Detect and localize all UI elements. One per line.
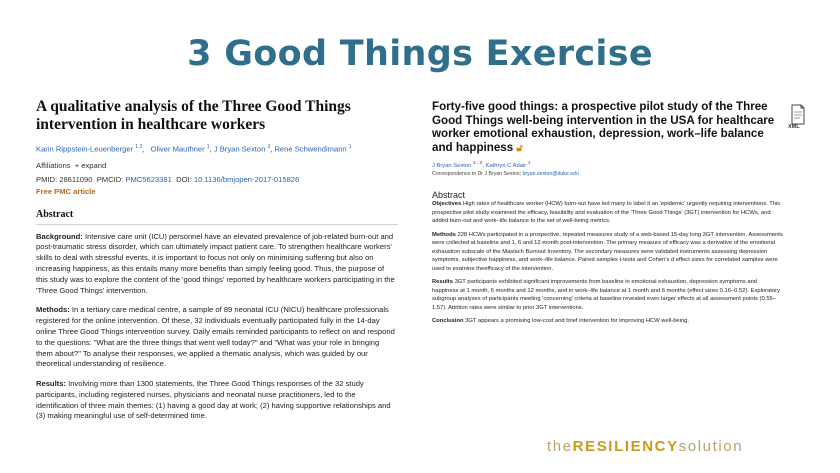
brand-solution: solution xyxy=(678,438,744,455)
left-abstract-heading: Abstract xyxy=(36,208,74,220)
author-sup[interactable]: 1 2 xyxy=(135,144,143,150)
open-access-icon: 🔓︎ xyxy=(516,142,523,154)
author-link[interactable]: J Bryan Sexton xyxy=(432,163,472,170)
right-article xyxy=(432,100,784,331)
results-label: Results: xyxy=(36,379,66,389)
methods-paragraph xyxy=(36,305,398,370)
author-link[interactable]: Karin Rippstein-Leuenberger xyxy=(36,144,134,154)
author-sup[interactable]: 1 xyxy=(206,144,210,150)
xml-label: XML xyxy=(788,124,800,130)
right-results-text: 3GT participants exhibited significant improvements from baseline in emotional exhaustion, depression symptoms and happiness at 1 month, 6 months and 12 months, and in work–life balance at 1 month and 6 months (effect sizes 0.16–0.52). Exploratory subgroup analyses of participants meeting 'concerning' criteria at baseline revealed even larger effects at all assessment points (0.55–1.57). Attrition rates were similar to prior 3GT interventions. xyxy=(432,279,780,311)
left-author-list xyxy=(36,142,398,155)
author-link[interactable]: Rene Schwendimann xyxy=(274,144,347,154)
author-separator: , xyxy=(270,144,275,154)
author-separator: , xyxy=(209,144,214,154)
pmid-value: 28611090 xyxy=(59,174,93,184)
right-methods-paragraph xyxy=(432,231,784,274)
pmcid-label: PMCID: xyxy=(96,174,124,184)
author-link[interactable]: J Bryan Sexton xyxy=(213,144,266,154)
objectives-text: High rates of healthcare worker (HCW) burn-out have led many to label it an 'epidemic' urgently requiring interventions. This prospective pilot study examined the efficacy, feasibility and evaluation of the 'Three Good Things' (3GT) intervention for HCWs, and added burn-out and work–life balance to the set of well-being metrics. xyxy=(432,201,781,225)
right-article-title: Forty-five good things: a prospective pilot study of the Three Good Things well-being intervention in the USA for healthcare worker emotional exhaustion, depression, work–life balance and happiness 🔓︎ xyxy=(432,100,775,154)
identifiers-row xyxy=(36,175,398,184)
author-link[interactable]: Oliver Mauthner xyxy=(150,144,205,154)
doi-link[interactable]: 10.1136/bmjopen-2017-015826 xyxy=(193,174,300,184)
right-abstract-heading: Abstract xyxy=(432,190,466,201)
conclusion-paragraph xyxy=(432,317,784,326)
pmid-label: PMID: xyxy=(36,174,58,184)
results-paragraph xyxy=(36,379,398,422)
abstract-divider xyxy=(36,224,398,225)
left-article xyxy=(36,98,398,431)
conclusion-text: 3GT appears a promising low-cost and brief intervention for improving HCW well-being. xyxy=(465,318,690,325)
pmcid-link[interactable]: PMC5623381 xyxy=(125,174,172,184)
brand-resiliency: RESILIENCY xyxy=(572,438,679,455)
correspondence-line xyxy=(432,171,784,177)
author-separator: , xyxy=(142,144,149,154)
brand-logo xyxy=(547,438,743,455)
correspondence-email-link[interactable]: bryan.sexton@duke.edu xyxy=(522,171,579,178)
doi-label: DOI: xyxy=(176,174,192,184)
conclusion-label: Conclusion xyxy=(432,318,464,325)
author-sup: 1 , 2 xyxy=(472,161,483,167)
right-methods-text: 228 HCWs participated in a prospective, repeated measures study of a web-based 15-day long 3GT intervention. Assessments were collected at baseline and 1, 6 and 12-month post-intervention. The primary measure of efficacy was a derivative of the emotional exhaustion subscale of the Maslach Burnout Inventory. The secondary measures were validated instruments assessing depression symptoms, subjective happiness, and work–life balance. Paired samples t-tests and Cohen's d effect sizes for correlated samples were used to examine theefficacy of the intervention. xyxy=(432,231,783,272)
background-label: Background: xyxy=(36,231,83,241)
slide-title: 3 Good Things Exercise xyxy=(187,34,653,74)
background-paragraph xyxy=(36,232,398,297)
background-text: Intensive care unit (ICU) personnel have an elevated prevalence of job-related burn-out and post-traumatic stress disorder, which can ultimately impact patient care. To strengthen healthcare workers' skills to deal with stressful events, it is important to focus not only on minimising suffering but also on increasing happiness, as this entails many more benefits than simply feeling good. Thus, the purpose of this study was to explore the content of the 'good things' reported by healthcare workers participating in the 'Three Good Things' intervention. xyxy=(36,231,395,295)
author-sup: 1 xyxy=(527,161,531,167)
free-pmc-link[interactable]: Free PMC article xyxy=(36,186,96,196)
right-methods-label: Methods xyxy=(432,231,456,238)
brand-the: the xyxy=(547,438,573,455)
affiliations-row xyxy=(36,161,398,170)
author-sup[interactable]: 1 xyxy=(348,144,352,150)
left-article-title: A qualitative analysis of the Three Good Things intervention in healthcare workers xyxy=(36,98,351,133)
affiliations-label: Affiliations xyxy=(36,160,71,170)
right-author-list xyxy=(432,161,784,169)
objectives-label: Objectives xyxy=(432,201,462,208)
xml-file-icon[interactable] xyxy=(790,104,806,126)
author-sup[interactable]: 3 xyxy=(267,144,271,150)
objectives-paragraph xyxy=(432,200,784,226)
correspondence-text: Correspondence to Dr J Bryan Sexton; xyxy=(432,171,522,178)
right-results-paragraph xyxy=(432,278,784,312)
author-link[interactable]: Kathryn C Adair xyxy=(485,163,527,170)
author-separator: , xyxy=(482,163,486,170)
methods-text: In a tertiary care medical centre, a sample of 89 neonatal ICU (NICU) healthcare professionals registered for the online intervention. Of these, 32 individuals eventually participated fully in the 14-day online Three Good Things intervention survey. Daily emails reminded participants to reflect on and respond to the questions: "What are the three things that went well today?" and "What was your role in bringing them about?" To analyse their responses, we applied a thematic analysis, which was guided by our theoretical understanding of resilience. xyxy=(36,305,395,369)
right-results-label: Results xyxy=(432,279,453,286)
expand-toggle[interactable]: + expand xyxy=(74,160,107,170)
methods-label: Methods: xyxy=(36,305,70,315)
results-text: Involving more than 1300 statements, the Three Good Things responses of the 32 study participants, including registered nurses, physicians and neonatal nurse practitioners, led to the identification of three main themes: (1) having a good day at work; (2) having supportive relationships and (3) making meaningful use of self-determined time. xyxy=(36,379,391,421)
